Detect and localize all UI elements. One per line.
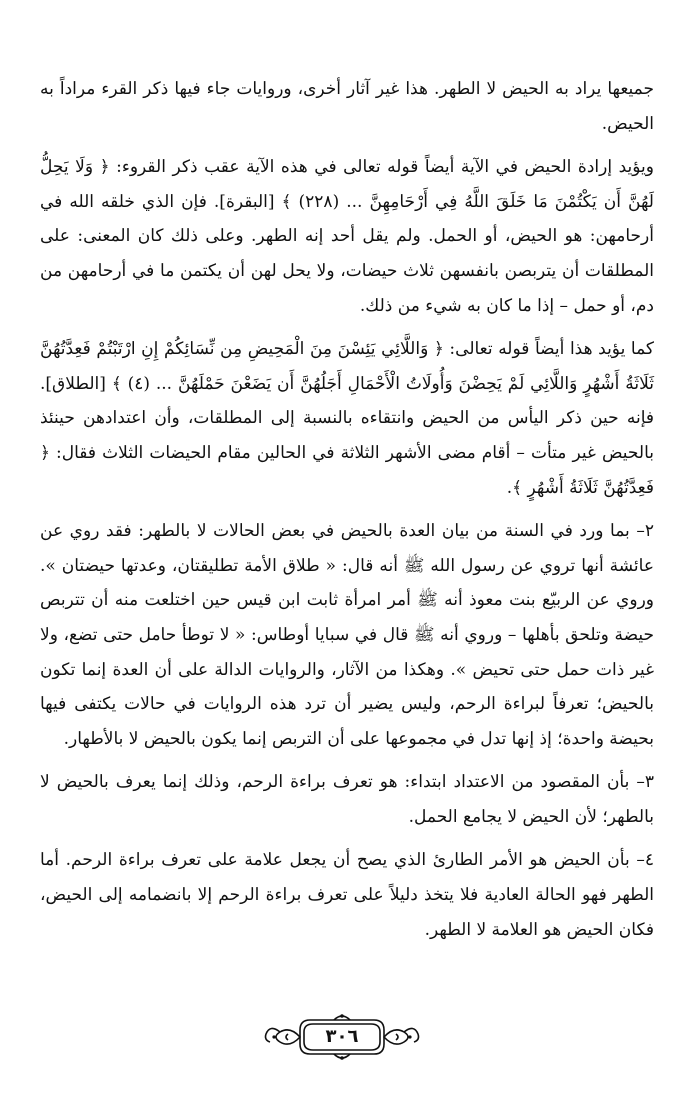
paragraph-4: ٢– بما ورد في السنة من بيان العدة بالحيض في بعض الحالات لا بالطهر: فقد روي عن عائشة أنها تروي عن رسول الله ﷺ أنه قال: « طلاق الأمة تطليقتان، وعدتها حيضتان ». وروي عن الربيّع بنت معوذ أنه ﷺ أمر امرأة ثابت ابن قيس حين اختلعت منه أن تتربص حيضة وتلحق بأهلها – وروي أنه ﷺ قال في سبايا أوطاس: « لا توطأ حامل حتى تضع، ولا غير ذات حمل حتى تحيض ». وهكذا من الآثار، والروايات الدالة على أن العدة إنما تكون بالحيض؛ تعرفاً لبراءة الرحم، وليس يضير أن ترد هذه الروايات في حالات يكتفى فيها بحيضة واحدة؛ إذ إنها تدل في مجموعها على أن التربص إنما يكون بالحيض لا بالأطهار.: [40, 521, 654, 749]
paragraph-2: ويؤيد إرادة الحيض في الآية أيضاً قوله تعالى في هذه الآية عقب ذكر القروء: ﴿ وَلَا يَحِلُّ لَهُنَّ أَن يَكْتُمْنَ مَا خَلَقَ اللَّهُ فِي أَرْحَامِهِنَّ ... (٢٢٨) ﴾ [البقرة]. فإن الذي خلقه الله في أرحامهن: هو الحيض، أو الحمل. ولم يقل أحد إنه الطهر. وعلى ذلك كان المعنى: على المطلقات أن يتربصن بانفسهن ثلاث حيضات، ولا يحل لهن أن يكتمن ما في أرحامهن من دم، أو حمل – إذا ما كان به شيء من ذلك.: [40, 157, 654, 316]
page-number-ornament: [262, 1012, 422, 1062]
paragraph-3: كما يؤيد هذا أيضاً قوله تعالى: ﴿ وَاللَّائِي يَئِسْنَ مِنَ الْمَحِيضِ مِن نِّسَائِكُمْ إِنِ ارْتَبْتُمْ فَعِدَّتُهُنَّ ثَلَاثَةُ أَشْهُرٍ وَاللَّائِي لَمْ يَحِضْنَ وَأُولَاتُ الْأَحْمَالِ أَجَلُهُنَّ أَن يَضَعْنَ حَمْلَهُنَّ ... (٤) ﴾ [الطلاق]. فإنه حين ذكر اليأس من الحيض وانتقاءه بالنسبة إلى المطلقات، وأن اعتدادهن حينئذ بالحيض غير متأت – أقام مضى الأشهر الثلاثة في الحالين مقام الحيضات الثلاث فقال: ﴿ فَعِدَّتُهُنَّ ثَلَاثَةُ أَشْهُرٍ ﴾.: [40, 339, 654, 498]
page-number: ٣٠٦: [325, 1026, 359, 1047]
paragraph-5: ٣– بأن المقصود من الاعتداد ابتداء: هو تعرف براءة الرحم، وذلك إنما يعرف بالحيض لا بالطهر؛ لأن الحيض لا يجامع الحمل.: [40, 772, 654, 827]
paragraph-6: ٤– بأن الحيض هو الأمر الطارئ الذي يصح أن يجعل علامة على تعرف براءة الرحم. أما الطهر فهو الحالة العادية فلا يتخذ دليلاً على تعرف براءة الرحم إلا بانضمامه إلى الحيض، فكان الحيض هو العلامة لا الطهر.: [40, 850, 654, 940]
page-body: [40, 72, 654, 947]
paragraph-1: جميعها يراد به الحيض لا الطهر. هذا غير آثار أخرى، وروايات جاء فيها ذكر القرء مراداً به الحيض.: [40, 79, 654, 134]
